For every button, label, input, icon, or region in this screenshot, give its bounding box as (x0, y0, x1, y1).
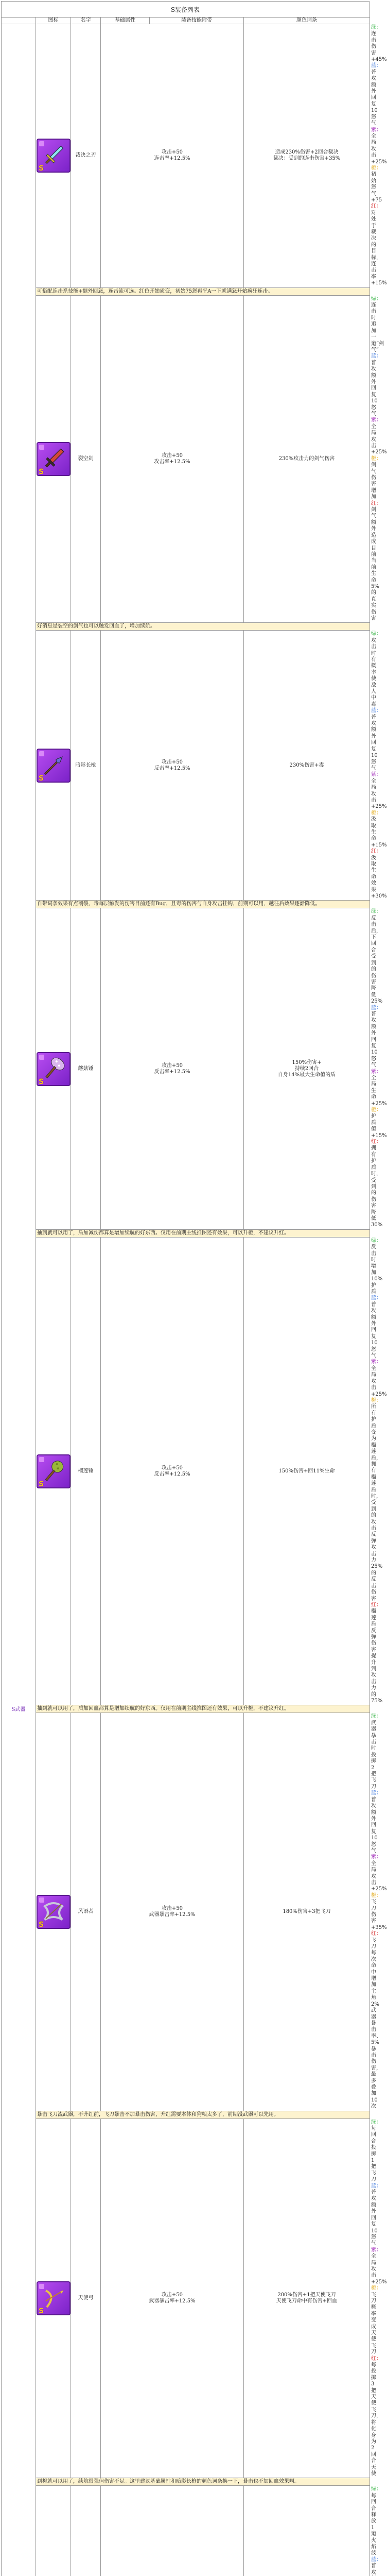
affix-key: 绿： (371, 1714, 381, 1719)
affix-key: 绿： (371, 909, 381, 914)
skill-effect (244, 1237, 370, 1705)
icon-cell (36, 2486, 71, 2576)
item-name: 暗影长枪 (71, 631, 101, 901)
header-icon: 图标 (36, 18, 71, 24)
affix-text: 每回合释放1道火焰波 (371, 2493, 376, 2556)
base-stat-line: 攻击+50 (101, 1906, 243, 1912)
affix-key: 绿： (371, 25, 381, 30)
equipment-row (2, 24, 370, 288)
sheet-title: S装备列表 (1, 1, 370, 17)
sword-icon (37, 139, 71, 173)
affix-key: 红： (371, 501, 381, 506)
item-note: 抽到就可以用了，盾加回血都算是增加续航的好东西。仅用在前期主线推图还有效果，可以升橙，不建议升红。 (36, 1705, 370, 1713)
affix-key: 橙： (371, 1893, 381, 1899)
affix-text: 全局攻击+25% (371, 778, 387, 810)
item-name: 榴莲锤 (71, 1237, 101, 1705)
crimson-sword-icon (37, 442, 71, 476)
affix-key: 绿： (371, 1238, 381, 1244)
base-stat-line: 攻击率+12.5% (101, 459, 243, 465)
affix-key: 紫： (371, 772, 381, 777)
base-stats (101, 2486, 244, 2576)
affix-text: 护盾值+15% (371, 1113, 387, 1138)
affix-key: 蓝： (371, 2183, 381, 2189)
icon-cell (36, 908, 71, 1229)
affix-text: 普攻 (371, 2563, 378, 2576)
item-name: 蘑菇锤 (71, 908, 101, 1229)
affix-text: 全局生命+25% (371, 1075, 387, 1107)
rarity-badge: S (39, 2308, 44, 2314)
skill-effect (244, 1713, 370, 2111)
category-label: S武器 (2, 24, 36, 2576)
equipment-row (2, 1237, 370, 1705)
affix-key: 橙： (371, 165, 381, 171)
note-row (2, 2478, 370, 2486)
affix-text: 每投掷3把天使飞刀，将化身为2回合天使 (371, 2362, 381, 2477)
header-row (2, 18, 370, 24)
skill-effect (244, 631, 370, 901)
affix-key: 红： (371, 849, 381, 854)
base-stats (101, 631, 244, 901)
affix-key: 紫： (371, 1069, 381, 1075)
rarity-badge: S (39, 1079, 44, 1085)
affix-text: 全局攻击+25% (371, 2253, 387, 2285)
skill-effect (244, 295, 370, 623)
base-stat-line: 反击率+12.5% (101, 1471, 243, 1478)
skill-effect (244, 2486, 370, 2576)
affix-key: 蓝： (371, 1790, 381, 1796)
base-stat-line: 武器暴击率+12.5% (101, 2298, 243, 2304)
base-stats (101, 908, 244, 1229)
item-note: 暴击飞刀流武器，不升红前，飞刀暴击不加暴击伤害，升红需要本体和狗粮太多了，前期没武器可以先用。 (36, 2111, 370, 2119)
skill-line: 180%伤害+3把飞刀 (244, 1909, 370, 1915)
skill-line: 150%伤害+回11%生命 (244, 1468, 370, 1475)
rarity-badge: S (39, 775, 44, 782)
affix-key: 蓝： (371, 708, 381, 714)
affix-text: 初始怒气+75 (371, 172, 382, 203)
affix-text: 反击时增加10%护盾 (371, 1244, 382, 1295)
base-stat-line: 攻击+50 (101, 1063, 243, 1069)
base-stat-line: 武器暴击率+12.5% (101, 1912, 243, 1918)
header-name: 名字 (71, 18, 101, 24)
skill-line: 150%伤害+ (244, 1060, 370, 1066)
affix-text: 普攻额外回复10怒气 (371, 2190, 378, 2246)
wind-bow-icon (37, 1895, 71, 1929)
equipment-table (1, 17, 370, 2576)
affix-key: 红： (371, 1139, 381, 1145)
affix-key: 橙： (371, 1107, 381, 1113)
rarity-badge: S (39, 1481, 44, 1487)
durian-hammer-icon (37, 1454, 71, 1488)
affix-key: 绿： (371, 2120, 381, 2125)
equipment-row (2, 2119, 370, 2478)
item-name (71, 2486, 101, 2576)
affix-key: 蓝： (371, 1005, 381, 1011)
affix-key: 橙： (371, 810, 381, 816)
skill-line: 裁决：受到的连击伤害+35% (244, 156, 370, 162)
skill-line: 自身14%最大生命值的盾 (244, 1072, 370, 1078)
affix-key: 蓝： (371, 353, 381, 359)
header-base: 基础属性 (101, 18, 150, 24)
item-note: 自带词条效果有点割裂，毒每层触发的伤害目前还有Bug，且毒的伤害与自身攻击挂钩，前期可以用，越往后效果逐渐降低。 (36, 901, 370, 908)
equipment-row (2, 631, 370, 901)
base-stat-line: 攻击+50 (101, 149, 243, 156)
affix-key: 红： (371, 1602, 381, 1608)
rarity-badge: S (39, 165, 44, 172)
affix-text: 攻击时有概率使敌人中毒 (371, 638, 376, 707)
affix-text: 全局攻击+25% (371, 133, 387, 165)
affix-key: 红： (371, 2356, 381, 2362)
base-stats (101, 2119, 244, 2478)
affix-key: 紫： (371, 127, 381, 133)
icon-cell (36, 24, 71, 288)
skill-line: 230%攻击力的剑气伤害 (244, 456, 370, 462)
base-stats (101, 1237, 244, 1705)
affix-text: 汲取生命+15% (371, 817, 387, 848)
item-note: 好消息是裂空的剑气也可以触发回血了，增加续航。 (36, 623, 370, 631)
header-colors: 颜色词条 (244, 18, 370, 24)
note-row (2, 901, 370, 908)
base-stats (101, 1713, 244, 2111)
affix-text: 全局攻击+25% (371, 1861, 387, 1892)
equipment-sheet (1, 1, 370, 2576)
affix-key: 红： (371, 1931, 381, 1937)
affix-text: 剑气额外造成目前当前生命5%的真实伤害 (371, 507, 379, 621)
icon-cell (36, 631, 71, 901)
icon-cell (36, 1237, 71, 1705)
skill-line: 天使飞刀命中有伤害+回血 (244, 2298, 370, 2304)
affix-key: 紫： (371, 1359, 381, 1365)
affix-text: 普攻额外回复10怒气 (371, 70, 378, 126)
rarity-badge: S (39, 469, 44, 475)
item-name: 裂空剑 (71, 295, 101, 623)
affix-text: 反击后，下回合受到的伤害降低25% (371, 916, 382, 1004)
affix-key: 蓝： (371, 63, 381, 69)
affix-key: 紫： (371, 417, 381, 423)
affix-text: 飞刀伤害+35% (371, 1899, 387, 1930)
note-row (2, 1229, 370, 1237)
affix-text: 每回合投掷1把飞刀 (371, 2126, 376, 2182)
affix-key: 橙： (371, 2285, 381, 2291)
affix-text: 普攻额外回复10怒气 (371, 715, 378, 771)
base-stat-line: 攻击+50 (101, 1465, 243, 1471)
affix-text: 榴莲盾反弹伤害提升到攻击力的75% (371, 1608, 382, 1704)
affix-text: 全局攻击+25% (371, 424, 387, 455)
note-row (2, 623, 370, 631)
affix-text: 飞刀概率变成天使飞刀 (371, 2292, 376, 2355)
affix-text: 连击时追加一道“剑气” (371, 302, 384, 353)
affix-text: 剑气伤害增加 (371, 462, 376, 500)
affix-key: 绿： (371, 631, 381, 637)
equipment-row (2, 1713, 370, 2111)
header-skill: 装备技能附带 (150, 18, 244, 24)
base-stat-line: 攻击+50 (101, 453, 243, 459)
item-note: 到橙就可以用了，续航很强但伤害不足。这里建议基础属性和暗影长枪的颜色词条换一下，暴击也不加回血效果啊。 (36, 2478, 370, 2486)
skill-line: 200%伤害+1把天使飞刀 (244, 2292, 370, 2298)
affix-text: 全局攻击+25% (371, 1366, 387, 1397)
item-name: 天使弓 (71, 2119, 101, 2478)
skill-line: 持续2回合 (244, 1066, 370, 1072)
affix-text: 普攻额外回复10怒气 (371, 1797, 378, 1854)
affix-text: 拥有护盾时，受到的伤害降低30% (371, 1145, 382, 1228)
skill-effect (244, 24, 370, 288)
base-stats (101, 295, 244, 623)
affix-text: 所有护盾变为榴莲盾，拥有榴莲盾时，受到的攻击反弹攻击力25%的反击伤害 (371, 1404, 382, 1601)
item-name: 裁决之刃 (71, 24, 101, 288)
affix-key: 红： (371, 204, 381, 209)
base-stat-line: 连击率+12.5% (101, 156, 243, 162)
note-row (2, 1705, 370, 1713)
item-note: 可搭配连击系技能+额外回怒，连击流可选。红色开始质变，初始75怒再平A一下就满怒开始疯狂连击。 (36, 287, 370, 295)
skill-effect (244, 2119, 370, 2478)
affix-text: 对处于裁决的目标，连击率+15% (371, 210, 387, 286)
mushroom-hammer-icon (37, 1052, 71, 1086)
base-stat-line: 反击率+12.5% (101, 766, 243, 772)
affix-text: 普攻额外回复10怒气 (371, 360, 378, 417)
base-stat-line: 攻击+50 (101, 759, 243, 766)
affix-key: 绿： (371, 296, 381, 302)
affix-text: 汲取生命效果+30% (371, 855, 387, 899)
affix-text: 飞刀每次命中增加主角2%武器暴击率、5%暴击伤害，最多叠加10次 (371, 1938, 381, 2110)
affix-key: 橙： (371, 1398, 381, 1403)
affix-text: 普攻额外回复10怒气 (371, 1302, 378, 1359)
base-stats (101, 24, 244, 288)
affix-text: 连击伤害+45% (371, 31, 387, 62)
icon-cell (36, 1713, 71, 2111)
affix-key: 蓝： (371, 1295, 381, 1301)
base-stat-line: 反击率+12.5% (101, 1069, 243, 1075)
icon-cell (36, 2119, 71, 2478)
note-row (2, 2111, 370, 2119)
equipment-row (2, 2486, 370, 2576)
affix-text: 普攻额外回复10怒气 (371, 1011, 378, 1068)
spear-icon (37, 749, 71, 783)
header-blank (2, 18, 36, 24)
affix-key: 紫： (371, 1854, 381, 1860)
base-stat-line: 攻击+50 (101, 2292, 243, 2298)
item-name: 风语者 (71, 1713, 101, 2111)
equipment-row (2, 295, 370, 623)
affix-key: 紫： (371, 2247, 381, 2253)
affix-key: 蓝： (371, 2557, 381, 2563)
affix-key: 绿： (371, 2486, 381, 2492)
affix-text: 武器暴击时投掷2把飞刀 (371, 1720, 376, 1790)
note-row (2, 287, 370, 295)
equipment-row (2, 908, 370, 1229)
affix-key: 橙： (371, 456, 381, 462)
item-note: 抽到就可以用了，盾加减伤都算是增加续航的好东西。仅用在前期主线推图还有效果，可以升橙，不建议升红。 (36, 1229, 370, 1237)
rarity-badge: S (39, 1922, 44, 1928)
skill-effect (244, 908, 370, 1229)
skill-line: 230%伤害+毒 (244, 762, 370, 769)
skill-line: 造成230%伤害+2回合裁决 (244, 149, 370, 156)
icon-cell (36, 295, 71, 623)
angel-bow-icon (37, 2281, 71, 2315)
